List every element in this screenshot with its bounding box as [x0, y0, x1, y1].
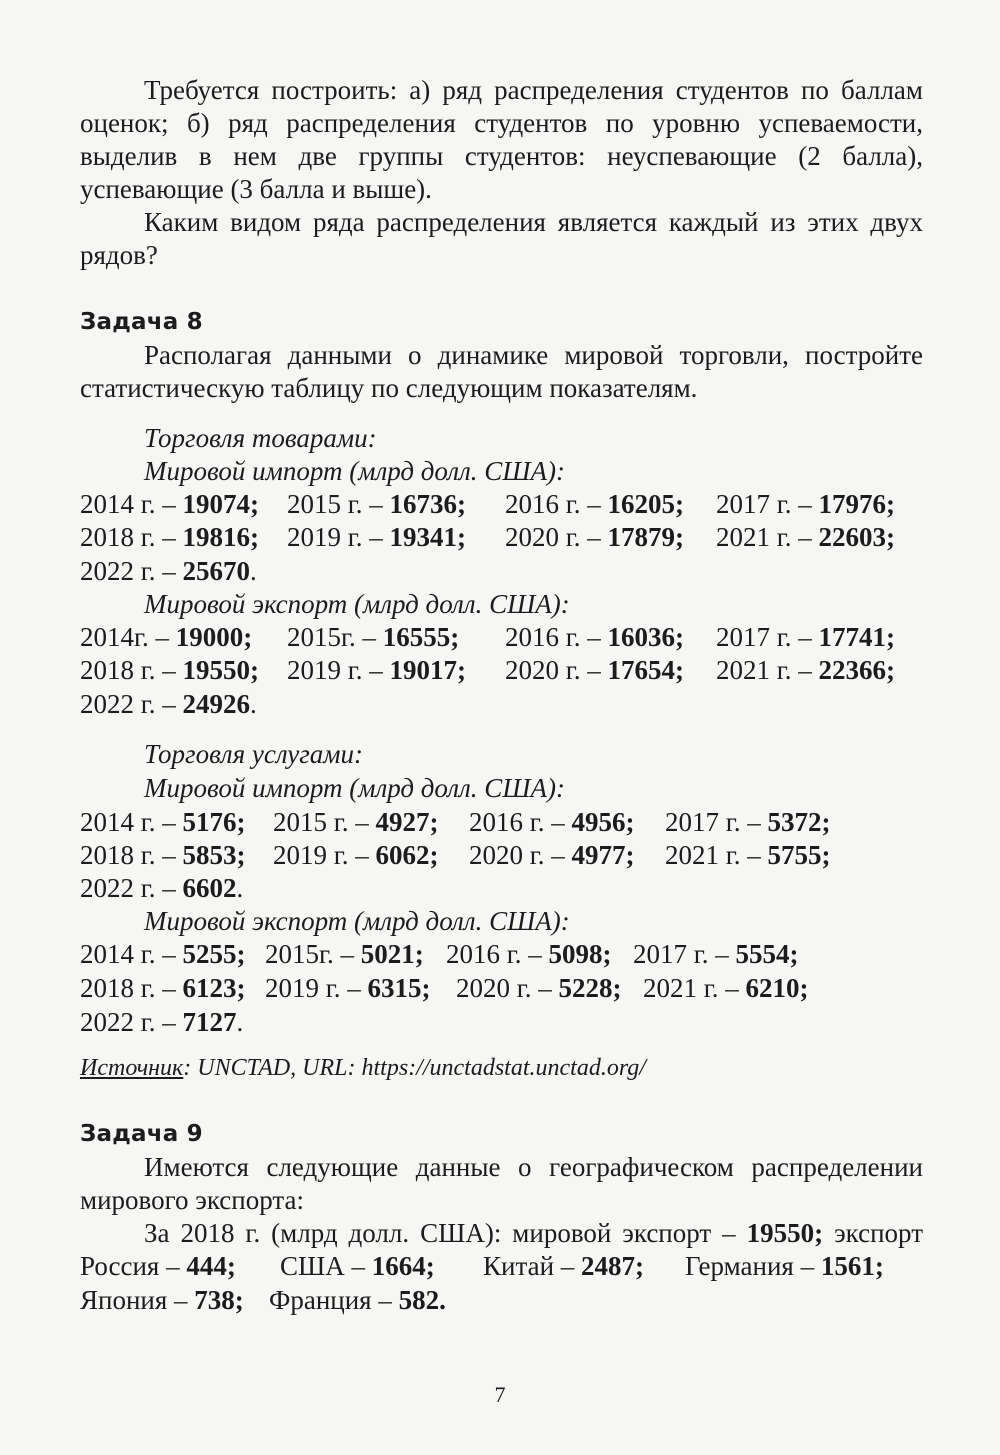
services-import-row-2 [80, 839, 923, 872]
services-import-item: 2015 г. – 4927; [273, 807, 439, 837]
services-export-item: 2019 г. – 6315; [265, 973, 431, 1003]
source-text: : UNCTAD, URL: https://unctadstat.unctad.org/ [183, 1055, 646, 1081]
services-import-item: 2021 г. – 5755; [665, 840, 831, 870]
services-import-row-3 [80, 872, 923, 905]
goods-import-item: 2019 г. – 19341; [287, 522, 467, 552]
goods-export-item: 2021 г. – 22366; [716, 655, 896, 685]
services-import-item: 2017 г. – 5372; [665, 807, 831, 837]
services-export-item: 2014 г. – 5255; [80, 939, 246, 969]
services-import-row-1 [80, 806, 923, 839]
task9-line-3 [80, 1284, 923, 1317]
services-import-item: 2020 г. – 4977; [469, 840, 635, 870]
goods-import-item: 2017 г. – 17976; [716, 489, 896, 519]
goods-import-item: 2020 г. – 17879; [505, 522, 685, 552]
goods-label: Торговля товарами: [144, 423, 377, 453]
task9-line-2 [80, 1250, 923, 1283]
goods-import-row-1 [80, 488, 923, 521]
services-export-item: 2015г. – 5021; [265, 939, 424, 969]
services-import-item: 2016 г. – 4956; [469, 807, 635, 837]
goods-export-label: Мировой экспорт (млрд долл. США): [144, 589, 570, 619]
country-item-russia: Россия – 444; [80, 1251, 236, 1281]
goods-import-row-3 [80, 555, 923, 588]
services-import-item: 2022 г. – 6602. [80, 873, 244, 903]
task9-heading: Задача 9 [80, 1121, 203, 1147]
country-item-japan: Япония – 738; [80, 1285, 244, 1315]
goods-export-item: 2022 г. – 24926. [80, 689, 257, 719]
task8-text: Располагая данными о динамике мировой торговли, постройте статистическую таблицу по следующим показателям. [80, 340, 923, 403]
goods-export-item: 2016 г. – 16036; [505, 622, 685, 652]
services-import-item: 2018 г. – 5853; [80, 840, 246, 870]
services-import-label: Мировой импорт (млрд долл. США): [144, 773, 565, 803]
goods-import-item: 2016 г. – 16205; [505, 489, 685, 519]
services-export-item: 2016 г. – 5098; [446, 939, 612, 969]
services-export-item: 2018 г. – 6123; [80, 973, 246, 1003]
task9-line-1: За 2018 г. (млрд долл. США): мировой экспорт – 19550; экспорт [144, 1218, 923, 1248]
page-number: 7 [494, 1382, 506, 1407]
services-export-label: Мировой экспорт (млрд долл. США): [144, 906, 570, 936]
goods-export-item: 2014г. – 19000; [80, 622, 253, 652]
intro-paragraph-2: Каким видом ряда распределения является каждый из этих двух рядов? [80, 207, 923, 270]
services-label: Торговля услугами: [144, 739, 363, 769]
goods-export-row-3 [80, 688, 923, 721]
goods-import-item: 2015 г. – 16736; [287, 489, 467, 519]
services-export-row-2 [80, 972, 923, 1005]
goods-export-item: 2020 г. – 17654; [505, 655, 685, 685]
goods-export-row-2 [80, 654, 923, 687]
goods-export-item: 2018 г. – 19550; [80, 655, 260, 685]
intro-paragraph-1: Требуется построить: а) ряд распределения студентов по баллам оценок; б) ряд распределения студентов по уровню успеваемости, выделив в нем две группы студентов: неуспевающие (2 балла), успевающие (3 балла и выше). [80, 75, 923, 204]
country-item-germany: Германия – 1561; [685, 1251, 884, 1281]
services-import-item: 2019 г. – 6062; [273, 840, 439, 870]
goods-export-item: 2019 г. – 19017; [287, 655, 467, 685]
country-item-usa: США – 1664; [280, 1251, 435, 1281]
goods-import-item: 2018 г. – 19816; [80, 522, 260, 552]
goods-import-row-2 [80, 521, 923, 554]
services-export-row-1 [80, 938, 923, 971]
services-export-item: 2017 г. – 5554; [633, 939, 799, 969]
services-export-item: 2021 г. – 6210; [643, 973, 809, 1003]
country-item-france: Франция – 582. [269, 1285, 446, 1315]
goods-import-item: 2021 г. – 22603; [716, 522, 896, 552]
services-export-row-3 [80, 1006, 923, 1039]
goods-export-item: 2017 г. – 17741; [716, 622, 896, 652]
services-export-item: 2020 г. – 5228; [456, 973, 622, 1003]
goods-import-item: 2014 г. – 19074; [80, 489, 260, 519]
services-import-item: 2014 г. – 5176; [80, 807, 246, 837]
source-label: Источник [80, 1055, 184, 1081]
services-export-item: 2022 г. – 7127. [80, 1007, 244, 1037]
goods-import-label: Мировой импорт (млрд долл. США): [144, 456, 565, 486]
country-item-china: Китай – 2487; [483, 1251, 645, 1281]
goods-import-item: 2022 г. – 25670. [80, 556, 257, 586]
goods-export-item: 2015г. – 16555; [287, 622, 460, 652]
goods-export-row-1 [80, 621, 923, 654]
task8-heading: Задача 8 [80, 309, 203, 335]
task9-text: Имеются следующие данные о географическом распределении мирового экспорта: [80, 1152, 923, 1215]
source-note [80, 1052, 646, 1085]
